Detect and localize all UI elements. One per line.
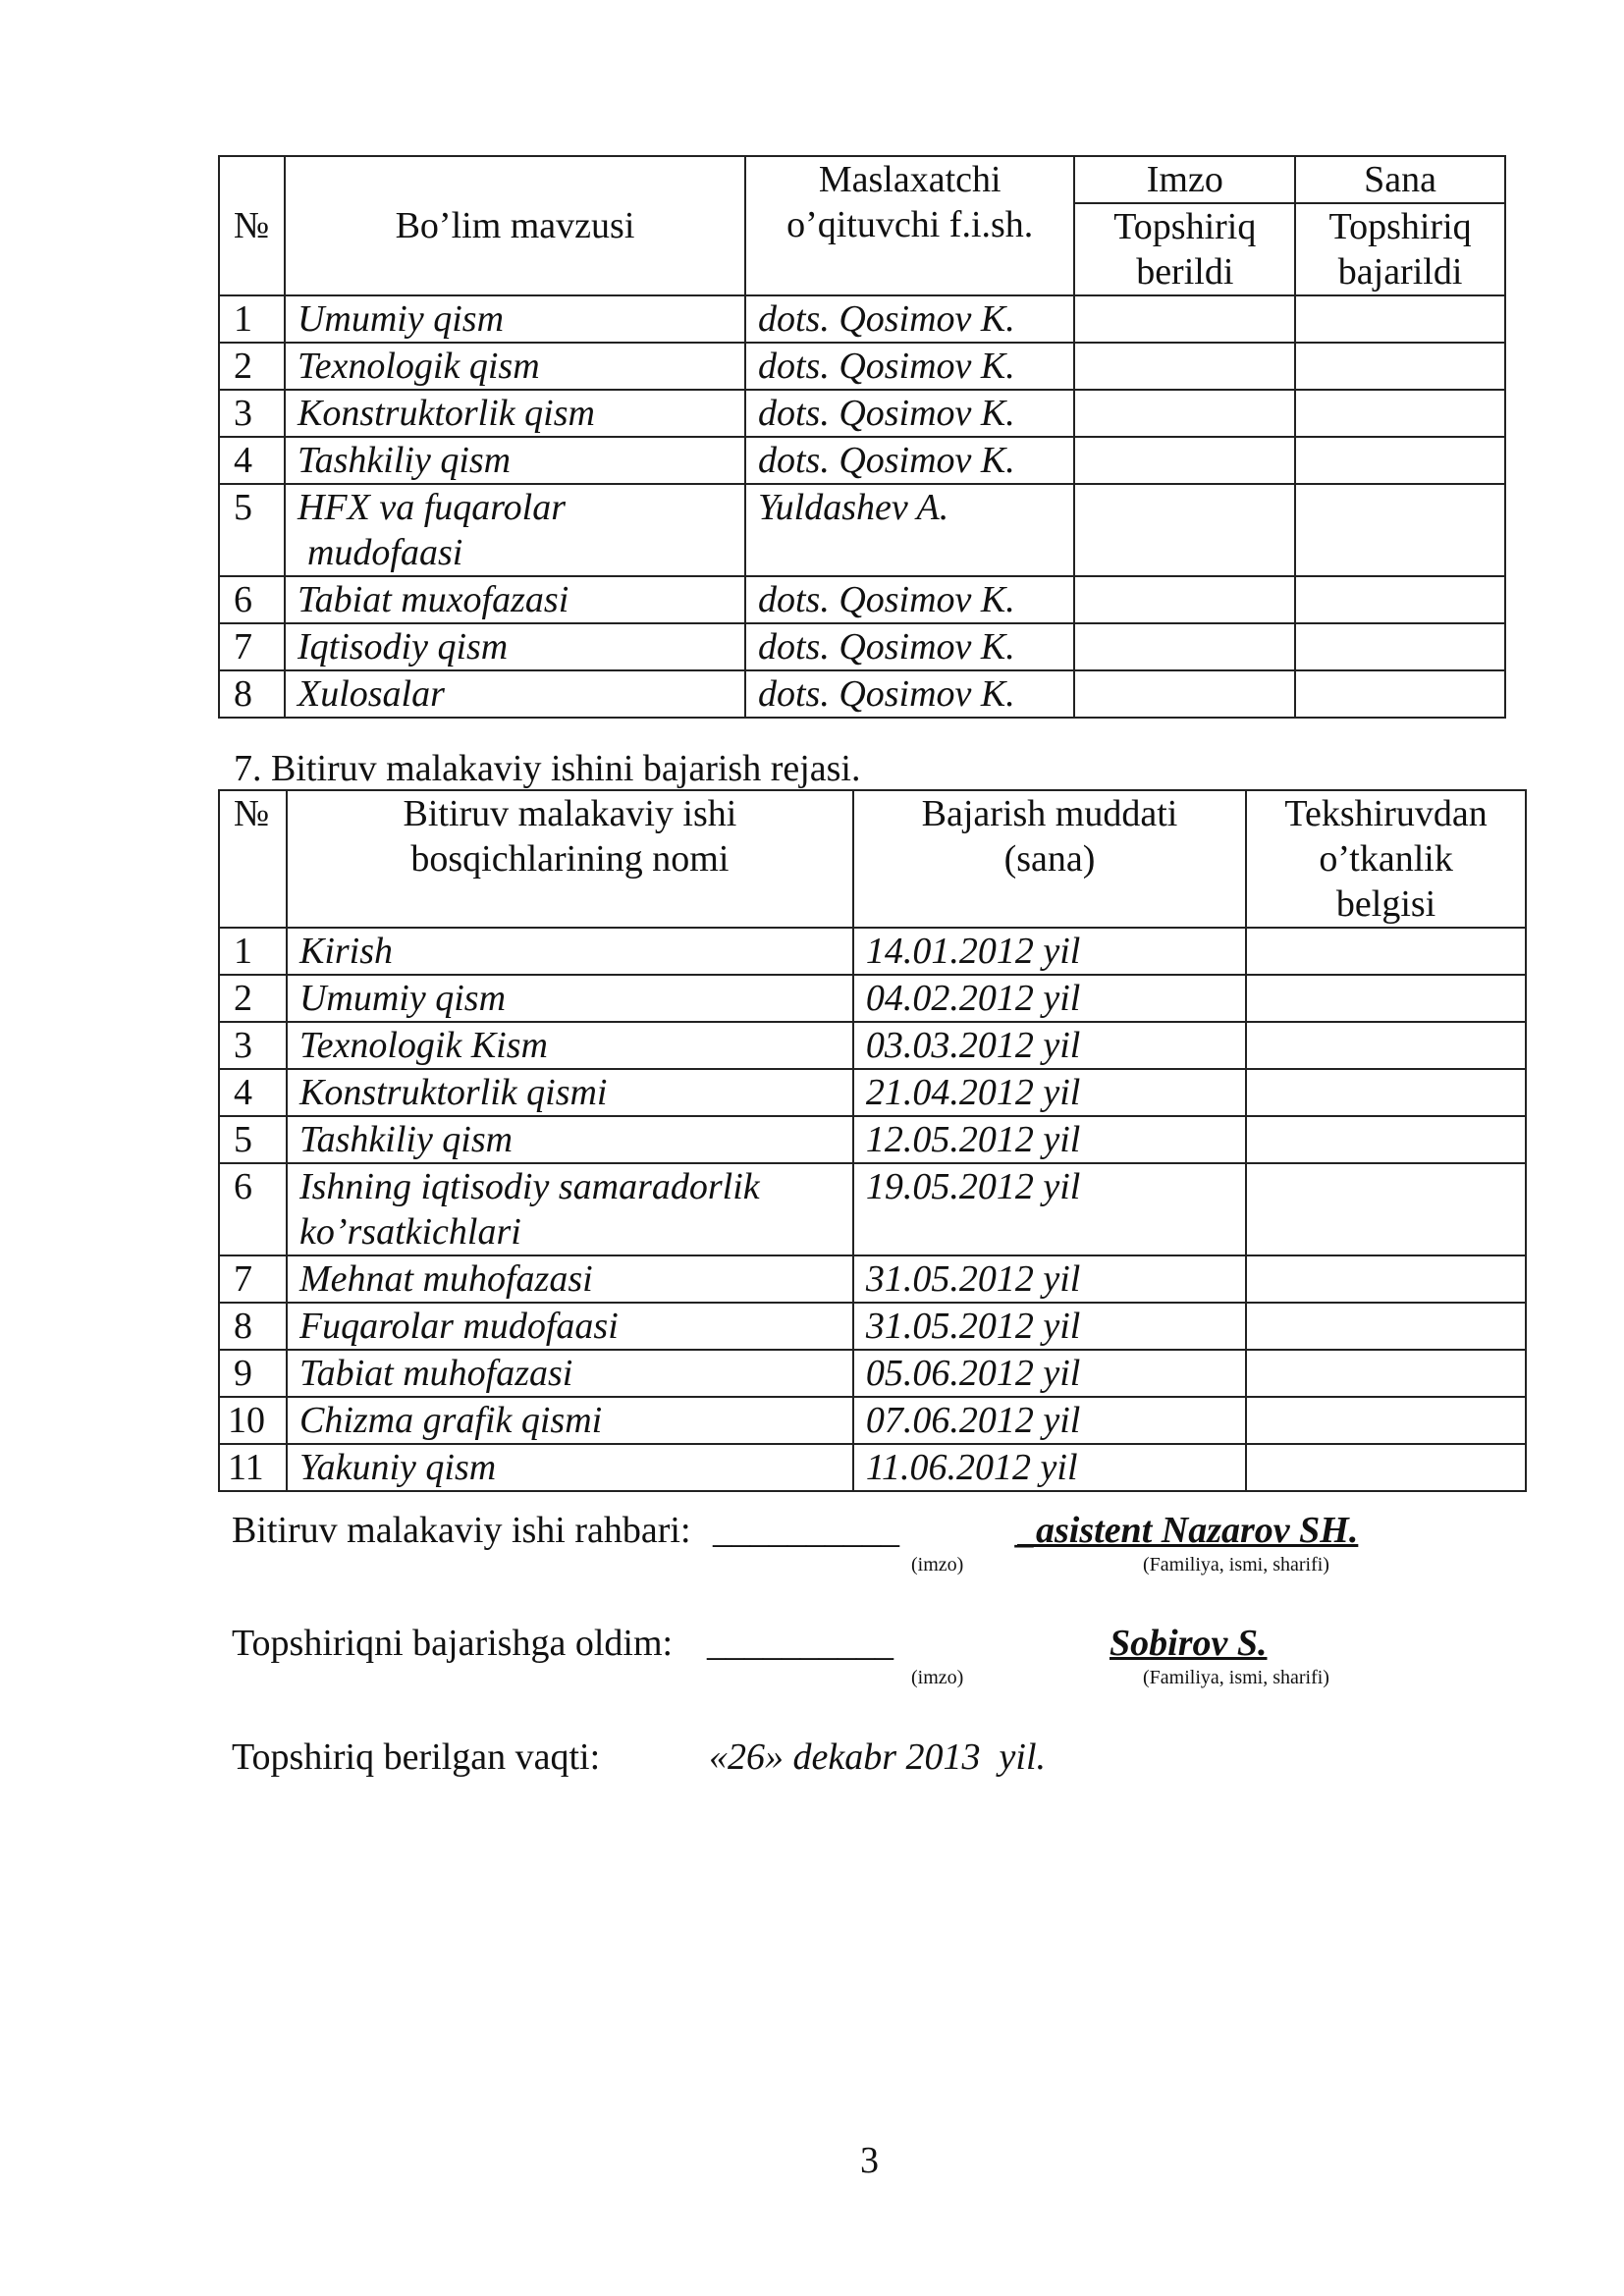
row-check-cell	[1246, 1255, 1526, 1303]
header-stage	[287, 790, 853, 928]
row-topic: Tashkiliy qism	[285, 437, 745, 484]
row-check-cell	[1246, 1069, 1526, 1116]
row-stage: Kirish	[287, 928, 853, 975]
row-date-cell	[1295, 670, 1505, 718]
row-advisor: dots. Qosimov K.	[745, 623, 1074, 670]
student-name-hint: (Familiya, ismi, sharifi)	[1143, 1667, 1329, 1688]
student-imzo-hint: (imzo)	[911, 1667, 964, 1688]
plan-caption: 7. Bitiruv malakaviy ishini bajarish rejasi.	[234, 748, 861, 789]
row-signature-cell	[1074, 484, 1295, 576]
supervisor-imzo-hint: (imzo)	[911, 1554, 964, 1575]
row-topic: Konstruktorlik qism	[285, 390, 745, 437]
row-num: 7	[219, 623, 285, 670]
row-topic-line1: HFX va fuqarolar	[297, 487, 566, 528]
row-topic: Iqtisodiy qism	[285, 623, 745, 670]
row-num: 8	[219, 670, 285, 718]
supervisor-label: Bitiruv malakaviy ishi rahbari:	[232, 1510, 691, 1551]
row-signature-cell	[1074, 576, 1295, 623]
table-row	[219, 295, 1505, 343]
student-name: Sobirov S.	[1110, 1623, 1268, 1664]
row-num: 2	[219, 343, 285, 390]
row-check-cell	[1246, 1350, 1526, 1397]
table-row	[219, 576, 1505, 623]
header-done-line1: Topshiriq	[1328, 206, 1472, 247]
row-advisor: dots. Qosimov K.	[745, 390, 1074, 437]
advisors-table	[218, 155, 1506, 719]
row-stage: Umumiy qism	[287, 975, 853, 1022]
header-num: №	[219, 790, 287, 928]
row-stage-line2: ko’rsatkichlari	[298, 1211, 521, 1253]
row-date: 14.01.2012 yil	[853, 928, 1246, 975]
row-check-cell	[1246, 1116, 1526, 1163]
row-check-cell	[1246, 1022, 1526, 1069]
row-check-cell	[1246, 928, 1526, 975]
row-num: 7	[219, 1255, 287, 1303]
row-num: 1	[219, 295, 285, 343]
row-date: 31.05.2012 yil	[853, 1255, 1246, 1303]
row-num: 10	[219, 1397, 287, 1444]
row-date-cell	[1295, 343, 1505, 390]
header-topic: Bo’lim mavzusi	[285, 156, 745, 295]
issue-date-label: Topshiriq berilgan vaqti:	[232, 1736, 601, 1778]
row-topic	[285, 484, 745, 576]
row-advisor: Yuldashev A.	[745, 484, 1074, 576]
row-num: 8	[219, 1303, 287, 1350]
row-stage: Yakuniy qism	[287, 1444, 853, 1491]
header-done	[1295, 203, 1505, 295]
row-date-cell	[1295, 295, 1505, 343]
header-advisor-line2: o’qituvchi f.i.sh.	[786, 204, 1034, 245]
row-advisor: dots. Qosimov K.	[745, 437, 1074, 484]
table-row	[219, 1303, 1526, 1350]
table-row	[219, 343, 1505, 390]
page-number: 3	[860, 2140, 879, 2181]
row-check-cell	[1246, 1163, 1526, 1255]
row-topic: Tabiat muxofazasi	[285, 576, 745, 623]
row-date: 11.06.2012 yil	[853, 1444, 1246, 1491]
header-advisor-line1: Maslaxatchi	[818, 159, 1001, 200]
table-row	[219, 623, 1505, 670]
header-deadline-line1: Bajarish muddati	[921, 793, 1178, 834]
header-advisor	[745, 156, 1074, 295]
table-row	[219, 1116, 1526, 1163]
row-num: 4	[219, 1069, 287, 1116]
header-check	[1246, 790, 1526, 928]
row-topic: Umumiy qism	[285, 295, 745, 343]
row-date-cell	[1295, 437, 1505, 484]
header-sana: Sana	[1295, 156, 1505, 203]
row-advisor: dots. Qosimov K.	[745, 343, 1074, 390]
table-row	[219, 975, 1526, 1022]
row-topic: Xulosalar	[285, 670, 745, 718]
header-deadline	[853, 790, 1246, 928]
row-num: 3	[219, 1022, 287, 1069]
table-row	[219, 1350, 1526, 1397]
row-date-cell	[1295, 390, 1505, 437]
row-stage: Chizma grafik qismi	[287, 1397, 853, 1444]
row-num: 2	[219, 975, 287, 1022]
row-check-cell	[1246, 1444, 1526, 1491]
table-row	[219, 437, 1505, 484]
row-num: 1	[219, 928, 287, 975]
row-stage	[287, 1163, 853, 1255]
row-check-cell	[1246, 975, 1526, 1022]
row-num: 4	[219, 437, 285, 484]
row-signature-cell	[1074, 390, 1295, 437]
row-signature-cell	[1074, 295, 1295, 343]
plan-table	[218, 789, 1527, 1492]
row-date-cell	[1295, 576, 1505, 623]
header-check-line3: belgisi	[1335, 883, 1436, 925]
header-imzo: Imzo	[1074, 156, 1295, 203]
row-num: 5	[219, 484, 285, 576]
row-num: 6	[219, 576, 285, 623]
row-topic: Texnologik qism	[285, 343, 745, 390]
row-advisor: dots. Qosimov K.	[745, 295, 1074, 343]
student-signature-line: __________	[707, 1623, 893, 1664]
row-date: 07.06.2012 yil	[853, 1397, 1246, 1444]
row-date: 03.03.2012 yil	[853, 1022, 1246, 1069]
supervisor-name-hint: (Familiya, ismi, sharifi)	[1143, 1554, 1329, 1575]
header-deadline-line2: (sana)	[1003, 838, 1096, 880]
header-given-line2: berildi	[1136, 251, 1234, 293]
issue-date-value: «26» dekabr 2013 yil.	[709, 1736, 1047, 1778]
header-check-line2: o’tkanlik	[1319, 838, 1453, 880]
supervisor-signature-line: __________	[713, 1510, 899, 1551]
row-stage: Texnologik Kism	[287, 1022, 853, 1069]
supervisor-name: _asistent Nazarov SH.	[1017, 1510, 1359, 1551]
row-stage: Fuqarolar mudofaasi	[287, 1303, 853, 1350]
header-given	[1074, 203, 1295, 295]
table-row	[219, 484, 1505, 576]
table-row	[219, 670, 1505, 718]
row-signature-cell	[1074, 437, 1295, 484]
table-row	[219, 1444, 1526, 1491]
row-num: 11	[219, 1444, 287, 1491]
row-date: 05.06.2012 yil	[853, 1350, 1246, 1397]
row-num: 3	[219, 390, 285, 437]
row-date: 19.05.2012 yil	[853, 1163, 1246, 1255]
row-check-cell	[1246, 1397, 1526, 1444]
row-date-cell	[1295, 484, 1505, 576]
row-date: 31.05.2012 yil	[853, 1303, 1246, 1350]
row-signature-cell	[1074, 623, 1295, 670]
row-signature-cell	[1074, 343, 1295, 390]
row-stage: Tabiat muhofazasi	[287, 1350, 853, 1397]
row-date-cell	[1295, 623, 1505, 670]
row-stage: Tashkiliy qism	[287, 1116, 853, 1163]
header-stage-line1: Bitiruv malakaviy ishi	[403, 793, 737, 834]
row-num: 5	[219, 1116, 287, 1163]
header-num: №	[219, 156, 285, 295]
row-stage: Mehnat muhofazasi	[287, 1255, 853, 1303]
row-date: 12.05.2012 yil	[853, 1116, 1246, 1163]
row-signature-cell	[1074, 670, 1295, 718]
header-check-line1: Tekshiruvdan	[1284, 793, 1488, 834]
row-num: 9	[219, 1350, 287, 1397]
row-advisor: dots. Qosimov K.	[745, 670, 1074, 718]
header-given-line1: Topshiriq	[1113, 206, 1257, 247]
header-done-line2: bajarildi	[1337, 251, 1463, 293]
row-check-cell	[1246, 1303, 1526, 1350]
table-row	[219, 1022, 1526, 1069]
row-num: 6	[219, 1163, 287, 1255]
student-label: Topshiriqni bajarishga oldim:	[232, 1623, 674, 1664]
row-date: 21.04.2012 yil	[853, 1069, 1246, 1116]
row-advisor: dots. Qosimov K.	[745, 576, 1074, 623]
row-date: 04.02.2012 yil	[853, 975, 1246, 1022]
table-row	[219, 1069, 1526, 1116]
table-row	[219, 1255, 1526, 1303]
table-row	[219, 390, 1505, 437]
table-row	[219, 1397, 1526, 1444]
row-stage: Konstruktorlik qismi	[287, 1069, 853, 1116]
row-topic-line2: mudofaasi	[306, 532, 463, 573]
table-row	[219, 1163, 1526, 1255]
table-row	[219, 928, 1526, 975]
header-stage-line2: bosqichlarining nomi	[410, 838, 730, 880]
row-stage-line1: Ishning iqtisodiy samaradorlik	[298, 1166, 760, 1207]
